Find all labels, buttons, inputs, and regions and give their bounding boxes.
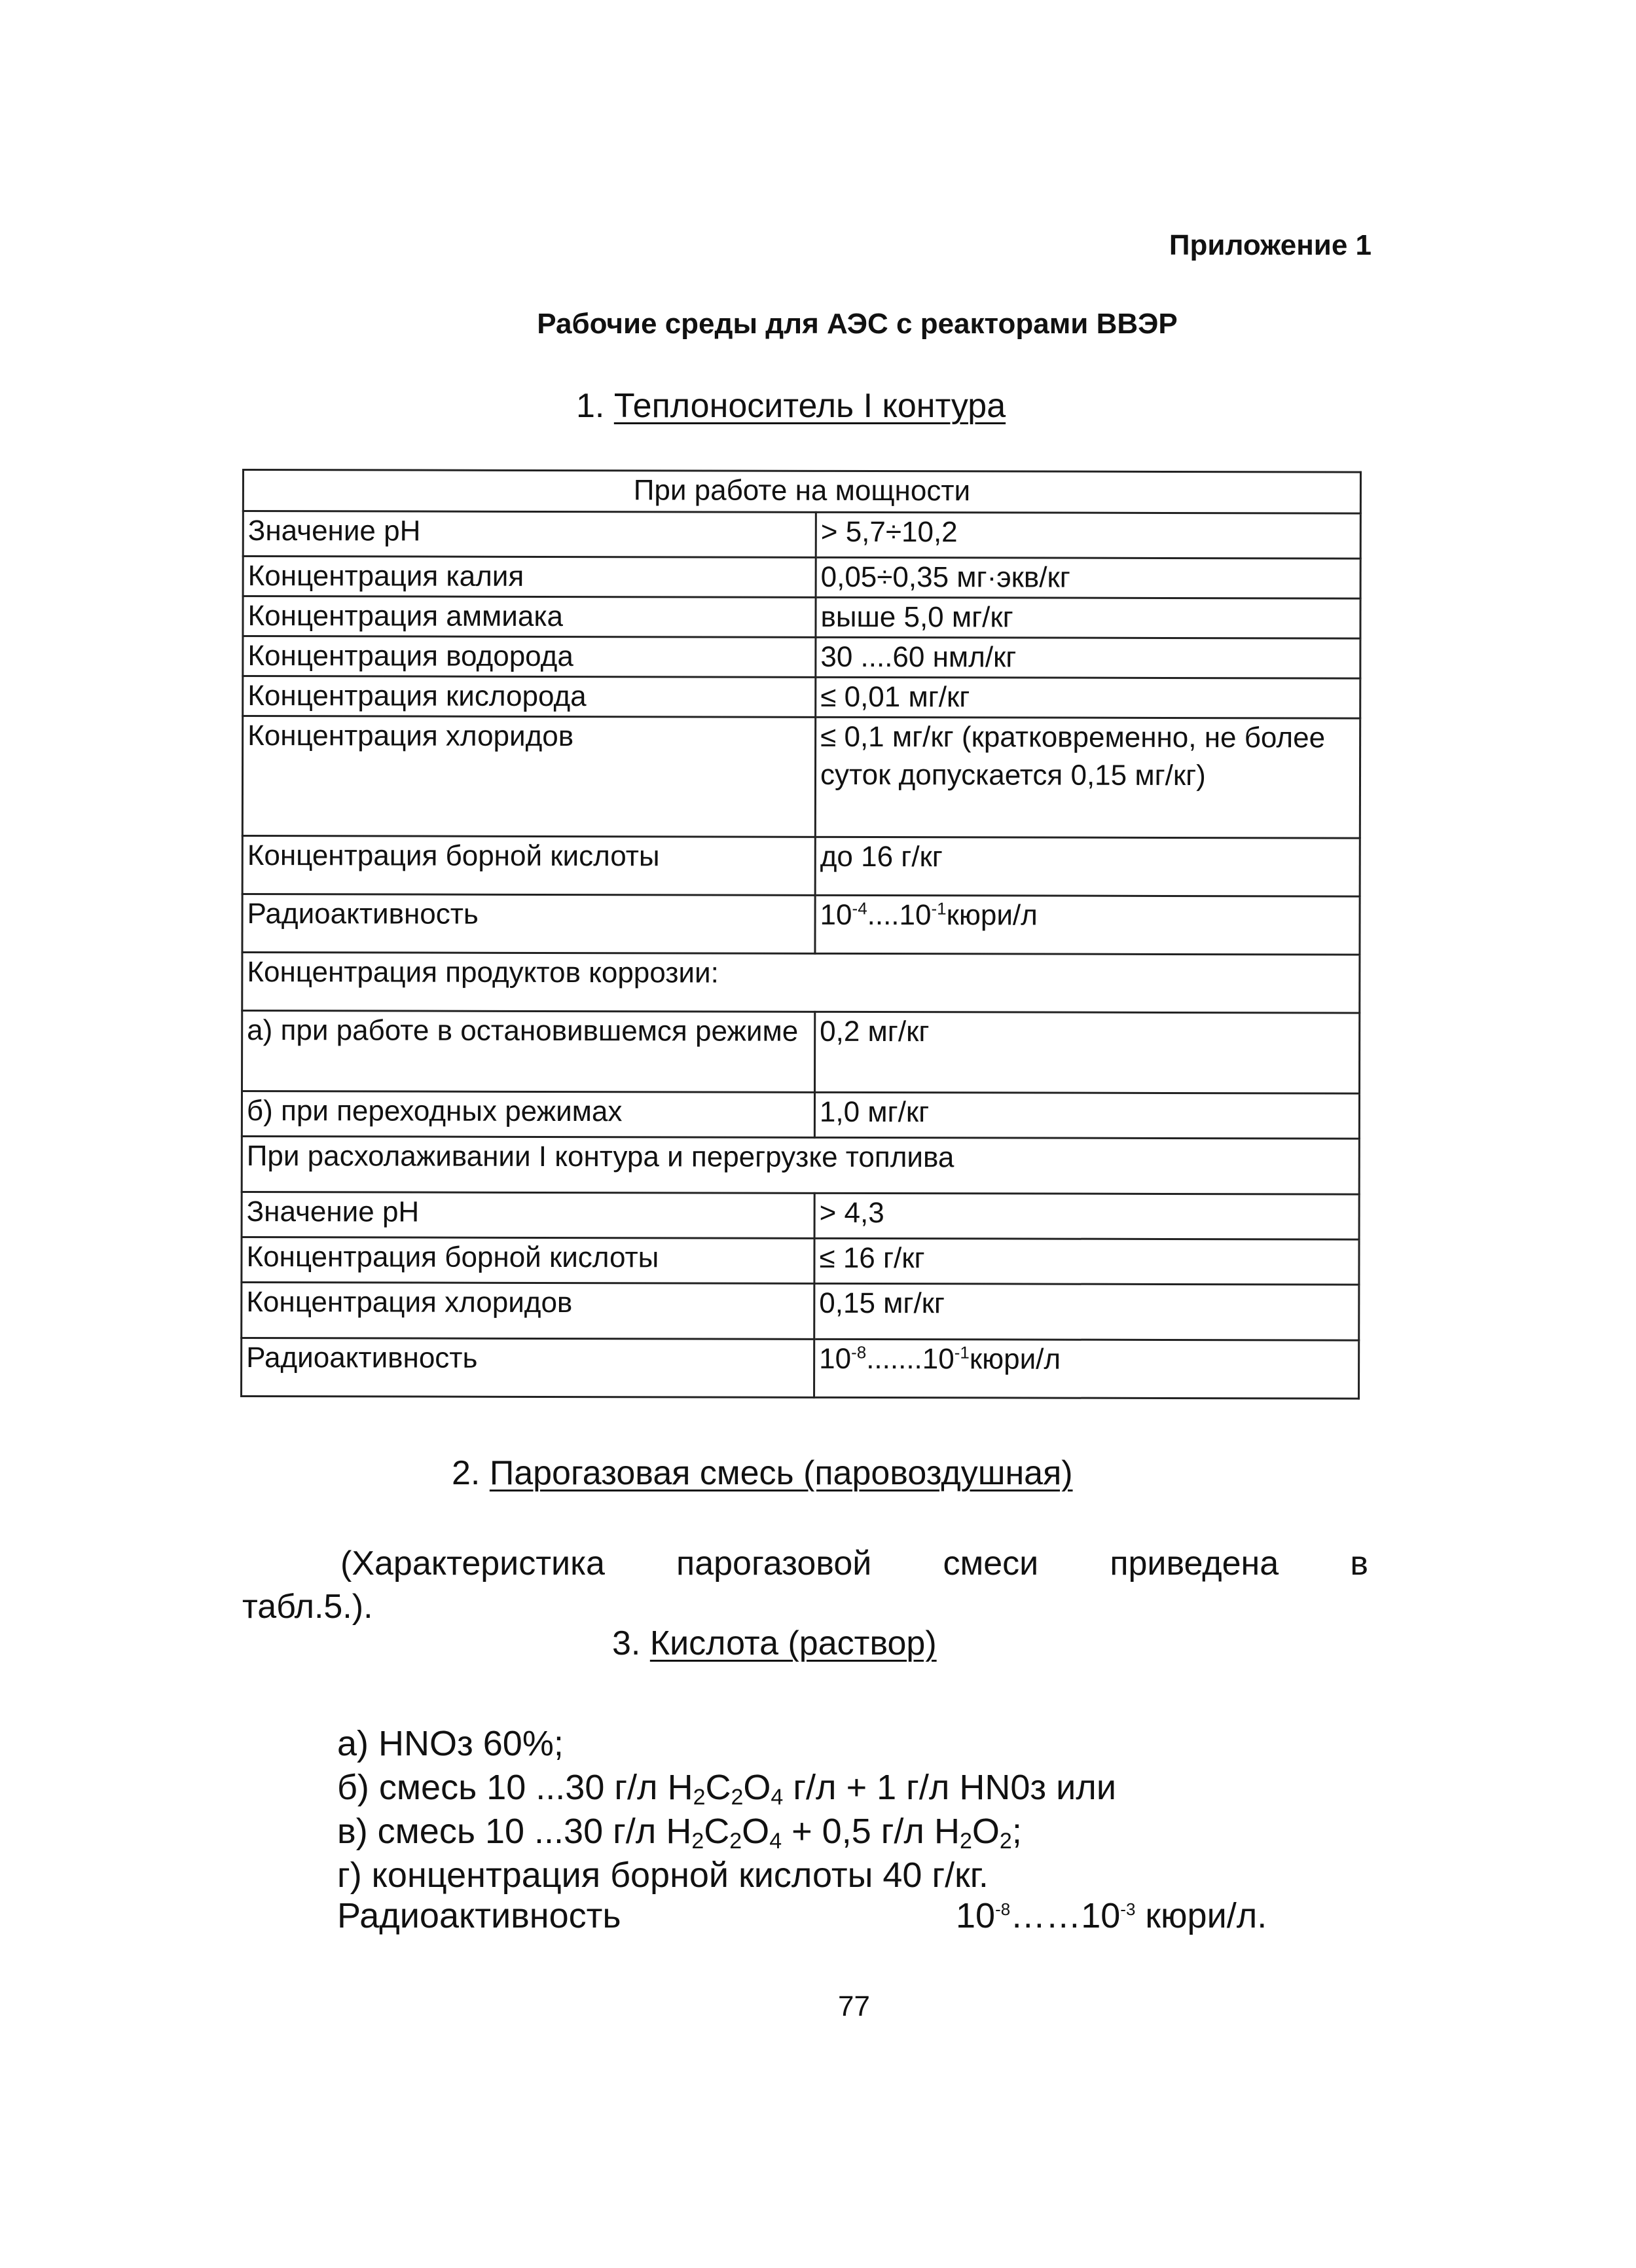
value-cell: 0,2 мг/кг — [815, 1012, 1360, 1093]
note-line-2: табл.5.). — [242, 1588, 373, 1626]
unit: кюри/л — [946, 899, 1038, 932]
param-cell: Концентрация аммиака — [243, 596, 816, 638]
param-cell: б) при переходных режимах — [242, 1091, 814, 1138]
note-word: приведена — [1110, 1545, 1279, 1582]
value-cell: ≤ 16 г/кг — [814, 1238, 1359, 1285]
value-cell: ≤ 0,1 мг/кг (кратковременно, не более суток допускается 0,15 мг/кг) — [815, 717, 1360, 838]
section-3-title: Кислота (раствор) — [649, 1624, 937, 1662]
param-cell: а) при работе в остановившемся режиме — [242, 1011, 815, 1093]
appendix-label: Приложение 1 — [1169, 229, 1372, 261]
table-row — [242, 716, 1360, 839]
table-row — [242, 1338, 1359, 1399]
table-row — [242, 1283, 1359, 1341]
section-2-title: Парогазовая смесь (паровоздушная) — [489, 1454, 1073, 1492]
table-row — [242, 1192, 1359, 1240]
acid-item-a: а) HNOз 60%; — [337, 1724, 564, 1763]
param-cell: Концентрация хлоридов — [242, 1283, 814, 1340]
param-cell: Значение pH — [243, 511, 816, 558]
acid-item-c: в) смесь 10 ...30 г/л $H_2C_2O_4 + 0,5$ г/л $H_2O_2$; — [337, 1812, 1022, 1854]
section-1-number: 1. — [576, 387, 605, 425]
section-2-heading — [452, 1454, 1073, 1493]
value-cell: 1,0 мг/кг — [814, 1092, 1359, 1139]
value-part: 10 — [956, 1896, 996, 1935]
param-cell: Концентрация борной кислоты — [242, 836, 815, 896]
cooldown-header: При расхолаживании I контура и перегрузке топлива — [242, 1137, 1359, 1195]
power-header: При работе на мощности — [243, 470, 1360, 514]
formula-part: в) смесь 10 ...30 г/л H — [337, 1812, 692, 1851]
table-row — [242, 894, 1360, 955]
radioactivity-value — [956, 1895, 1267, 1936]
coolant-table — [240, 469, 1362, 1400]
table-row — [243, 636, 1360, 679]
formula-part: ; — [1011, 1812, 1022, 1851]
section-2-number: 2. — [452, 1454, 481, 1492]
formula-part: б) смесь 10 ...30 г/л H — [337, 1768, 693, 1807]
param-cell: Значение pH — [242, 1192, 814, 1239]
formula-part: + 0,5 г/л H — [791, 1812, 960, 1851]
table-row — [243, 557, 1360, 599]
acid-item-b: б) смесь 10 ...30 г/л $H_2C_2O_4$ г/л + 1 г/л HN0з или — [337, 1768, 1116, 1810]
value-cell: > 4,3 — [814, 1193, 1359, 1239]
param-cell: Концентрация хлоридов — [242, 716, 815, 837]
exponent: -1 — [931, 898, 947, 919]
acid-item-d: г) концентрация борной кислоты 40 г/кг. — [337, 1856, 989, 1895]
document-title: Рабочие среды для АЭС с реакторами ВВЭР — [537, 308, 1178, 340]
value-part: ....... — [866, 1342, 922, 1376]
exponent: -4 — [852, 898, 867, 919]
characteristic-note — [242, 1542, 1368, 1628]
value-part: 10 — [899, 899, 932, 932]
param-cell: Концентрация водорода — [243, 636, 816, 678]
value-cell: выше 5,0 мг/кг — [816, 597, 1360, 638]
section-3-number: 3. — [612, 1624, 641, 1662]
value-part: 10 — [922, 1343, 954, 1376]
radioactivity-label: Радиоактивность — [337, 1896, 621, 1935]
value-cell: ≤ 0,01 мг/кг — [816, 677, 1360, 718]
page-number: 77 — [838, 1990, 870, 2022]
section-3-heading — [612, 1624, 937, 1663]
value-part: 10 — [820, 898, 852, 931]
exponent: -1 — [954, 1342, 970, 1363]
note-word: (Характеристика — [340, 1545, 605, 1582]
param-cell: Радиоактивность — [242, 894, 815, 954]
corrosion-header: Концентрация продуктов коррозии: — [242, 953, 1360, 1014]
unit: кюри/л. — [1145, 1896, 1267, 1935]
value-cell — [815, 895, 1360, 955]
exponent: -8 — [995, 1899, 1011, 1919]
value-part: 10 — [1081, 1896, 1121, 1935]
table-row — [243, 596, 1360, 639]
value-part: 10 — [819, 1342, 852, 1375]
table-row — [242, 836, 1360, 897]
unit: кюри/л — [969, 1343, 1061, 1376]
value-part: .... — [867, 899, 900, 932]
value-cell: 0,15 мг/кг — [814, 1283, 1359, 1340]
table-row — [243, 676, 1360, 719]
section-1-title: Теплоноситель I контура — [613, 387, 1006, 425]
section-1-heading — [576, 386, 1006, 426]
acid-radioactivity — [337, 1895, 1267, 1936]
param-cell: Концентрация калия — [243, 557, 816, 598]
param-cell: Концентрация кислорода — [243, 676, 816, 718]
value-cell — [814, 1339, 1359, 1399]
param-cell: Радиоактивность — [242, 1338, 814, 1398]
note-word: парогазовой — [676, 1545, 872, 1582]
table-row — [242, 1011, 1360, 1094]
note-word: смеси — [943, 1545, 1039, 1582]
table-row — [242, 1237, 1359, 1285]
param-cell: Концентрация борной кислоты — [242, 1237, 814, 1284]
value-cell: 0,05÷0,35 мг·экв/кг — [816, 557, 1360, 598]
value-cell: до 16 г/кг — [815, 837, 1360, 896]
exponent: -3 — [1120, 1899, 1136, 1919]
table-row — [243, 511, 1360, 559]
note-word: в — [1350, 1545, 1368, 1582]
value-cell: 30 ....60 нмл/кг — [816, 637, 1360, 678]
note-line-1 — [242, 1542, 1368, 1585]
exponent: -8 — [851, 1342, 867, 1363]
table-row — [242, 1091, 1359, 1139]
value-cell: > 5,7÷10,2 — [816, 512, 1360, 558]
value-part: …… — [1010, 1896, 1082, 1935]
formula-part: г/л + 1 г/л HN0з или — [793, 1768, 1116, 1807]
acid-list — [337, 1722, 1116, 1897]
